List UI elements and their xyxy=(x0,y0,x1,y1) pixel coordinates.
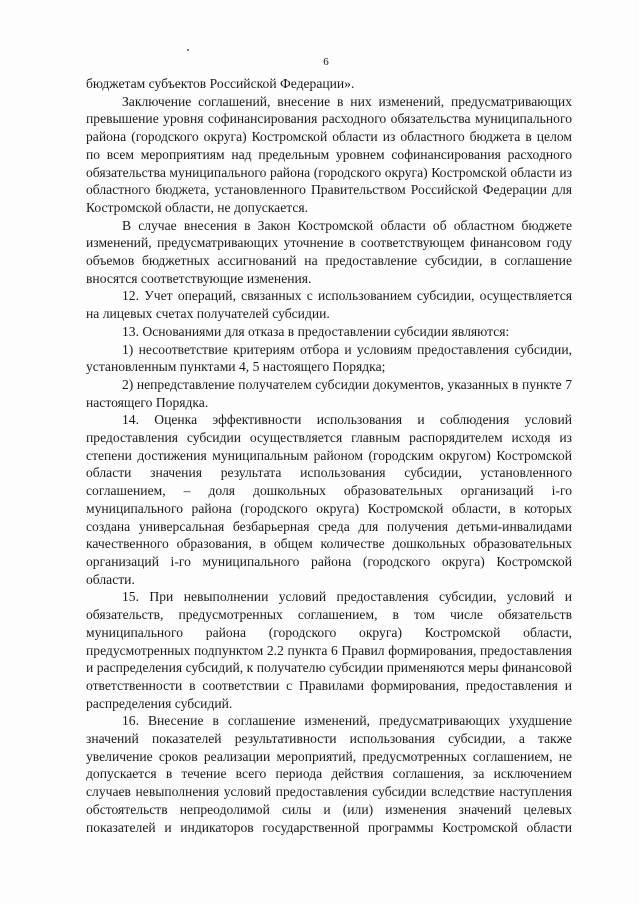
paragraph-13-refusal-grounds: 13. Основаниями для отказа в предоставлении субсидии являются: xyxy=(122,323,510,339)
paragraph-13-item-1: 1) несоответствие критериям отбора и условиям предоставления субсидии, установленным пунктами 4, 5 настоящего Порядка; xyxy=(86,341,572,375)
paragraph-budget-law-changes: В случае внесения в Закон Костромской области об областном бюджете изменений, предусматривающих уточнение в соответствующем финансовом году объемов бюджетных ассигнований на предоставление субсидии, в соглашение вносятся соответствующие изменения. xyxy=(86,217,572,286)
paragraph-continuation: бюджетам субъектов Российской Федерации». xyxy=(86,76,355,91)
scan-speck xyxy=(187,49,189,51)
paragraph-16-amendments: 16. Внесение в соглашение изменений, предусматривающих ухудшение значений показателей результативности использования субсидии, а также увеличение сроков реализации мероприятий, предусмотренных соглашением, не допускается в течение всего периода действия соглашения, за исключением случаев невыполнения условий предоставления субсидии вследствие наступления обстоятельств непреодолимой силы и (или) изменения значений целевых показателей и индикаторов государственной программы Костромской области xyxy=(86,713,572,835)
document-body xyxy=(86,75,572,836)
page-number: 6 xyxy=(323,56,329,68)
paragraph-14-efficiency: 14. Оценка эффективности использования и соблюдения условий предоставления субсидии осуществляется главным распорядителем исходя из степени достижения муниципальным районом (городским округом) Костромской области значения результата использования субсидии, установленного соглашением, – доля дошкольных образовательных организаций i-го муниципального района (городского округа) Костромской области, в которых создана универсальная безбарьерная среда для получения детьми-инвалидами качественного образования, в общем количестве дошкольных образовательных организаций i-го муниципального района (городского округа) Костромской области. xyxy=(86,412,572,587)
paragraph-15-non-compliance: 15. При невыполнении условий предоставления субсидии, условий и обязательств, предусмотренных соглашением, в том числе обязательств муниципального района (городского округа) Костромской области, предусмотренных подпунктом 2.2 пункта 6 Правил формирования, предоставления и распределения субсидий, к получателю субсидии применяются меры финансовой ответственности в соответствии с Правилами формирования, предоставления и распределения субсидий. xyxy=(86,589,572,711)
paragraph-13-item-2: 2) непредставление получателем субсидии документов, указанных в пункте 7 настоящего Порядка. xyxy=(86,376,572,410)
paragraph-12-accounting: 12. Учет операций, связанных с использованием субсидии, осуществляется на лицевых счетах получателей субсидии. xyxy=(86,288,572,322)
paragraph-agreements: Заключение соглашений, внесение в них изменений, предусматривающих превышение уровня софинансирования расходного обязательства муниципального района (городского округа) Костромской области из областного бюджета в целом по всем мероприятиям над предельным уровнем софинансирования расходного обязательства муниципального района (городского округа) Костромской области из областного бюджета, установленного Правительством Российской Федерации для Костромской области, не допускается. xyxy=(86,93,572,215)
